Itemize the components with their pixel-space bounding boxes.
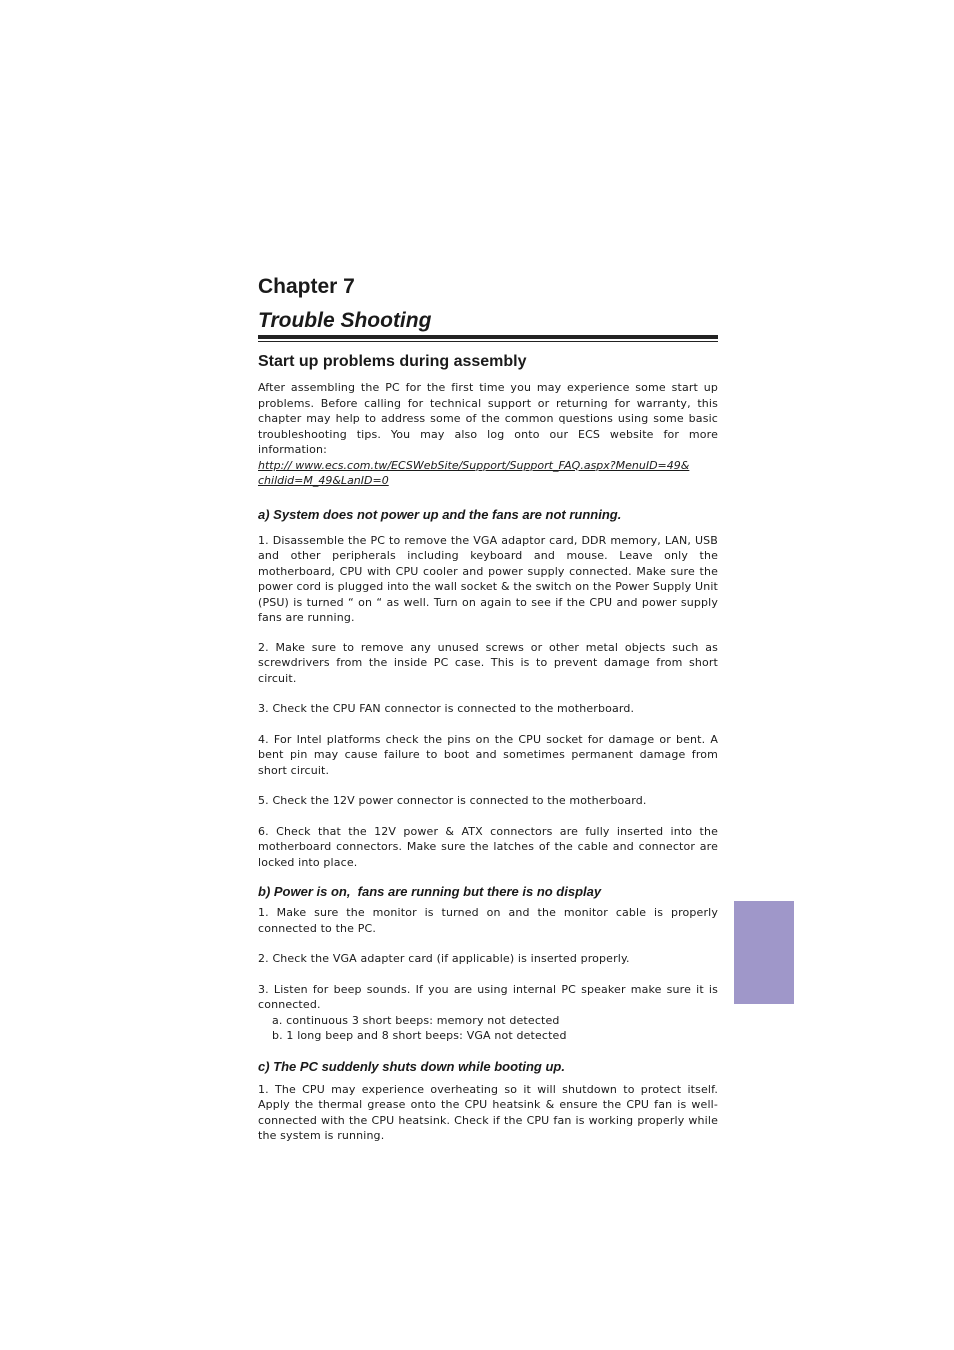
page-content	[258, 270, 718, 1144]
part-a-item-1: 1. Disassemble the PC to remove the VGA adaptor card, DDR memory, LAN, USB and other peripherals including keyboard and mouse. Leave only the motherboard, CPU with CPU cooler and power supply connected. Make sure the power cord is plugged into the wall socket & the switch on the Power Supply Unit (PSU) is turned “ on “ as well. Turn on again to see if the CPU and power supply fans are running.	[258, 533, 718, 624]
support-faq-link[interactable]	[258, 458, 718, 489]
intro-paragraph: After assembling the PC for the first time you may experience some start up problems. Before calling for technical support or returning for warranty, this chapter may help to address some of the common questions using some basic troubleshooting tips. You may also log onto our ECS website for more information:	[258, 381, 718, 456]
part-a-item-5: 5. Check the 12V power connector is connected to the motherboard.	[258, 794, 647, 807]
part-a-item-3: 3. Check the CPU FAN connector is connected to the motherboard.	[258, 702, 635, 715]
part-c-item-1: 1. The CPU may experience overheating so it will shutdown to protect itself. Apply the thermal grease onto the CPU heatsink & ensure the CPU fan is well-connected with the CPU heatsink. Check if the CPU fan is working properly while the system is running.	[258, 1082, 718, 1142]
part-b-item-3: 3. Listen for beep sounds. If you are using internal PC speaker make sure it is connected.	[258, 982, 718, 1011]
part-b-subitem-b: b. 1 long beep and 8 short beeps: VGA not detected	[272, 1029, 567, 1042]
section-title: Start up problems during assembly	[258, 353, 527, 370]
part-a-item-6: 6. Check that the 12V power & ATX connectors are fully inserted into the motherboard connectors. Make sure the latches of the cable and connector are locked into place.	[258, 824, 718, 869]
part-a-item-4: 4. For Intel platforms check the pins on the CPU socket for damage or bent. A bent pin may cause failure to boot and sometimes permanent damage from short circuit.	[258, 732, 718, 777]
part-b-item-1: 1. Make sure the monitor is turned on and the monitor cable is properly connected to the PC.	[258, 906, 718, 935]
support-faq-link-line1: http:// www.ecs.com.tw/ECSWebSite/Support/Support_FAQ.aspx?MenuID=49&	[258, 458, 690, 472]
part-a-heading: a) System does not power up and the fans are not running.	[258, 506, 622, 522]
chapter-title: Trouble Shooting	[258, 309, 432, 332]
chapter-side-tab	[734, 901, 794, 1004]
part-b-subitem-a: a. continuous 3 short beeps: memory not detected	[272, 1013, 560, 1027]
title-rule-thick	[258, 335, 718, 339]
part-b-heading: b) Power is on, fans are running but there is no display	[258, 884, 602, 899]
support-faq-link-line2: childid=M_49&LanID=0	[258, 474, 389, 487]
title-rule-thin	[258, 341, 718, 342]
part-b-item-2: 2. Check the VGA adapter card (if applicable) is inserted properly.	[258, 952, 630, 965]
chapter-label: Chapter 7	[258, 275, 355, 298]
part-c-heading: c) The PC suddenly shuts down while booting up.	[258, 1058, 565, 1074]
part-a-item-2: 2. Make sure to remove any unused screws or other metal objects such as screwdrivers from the inside PC case. This is to prevent damage from short circuit.	[258, 640, 718, 685]
